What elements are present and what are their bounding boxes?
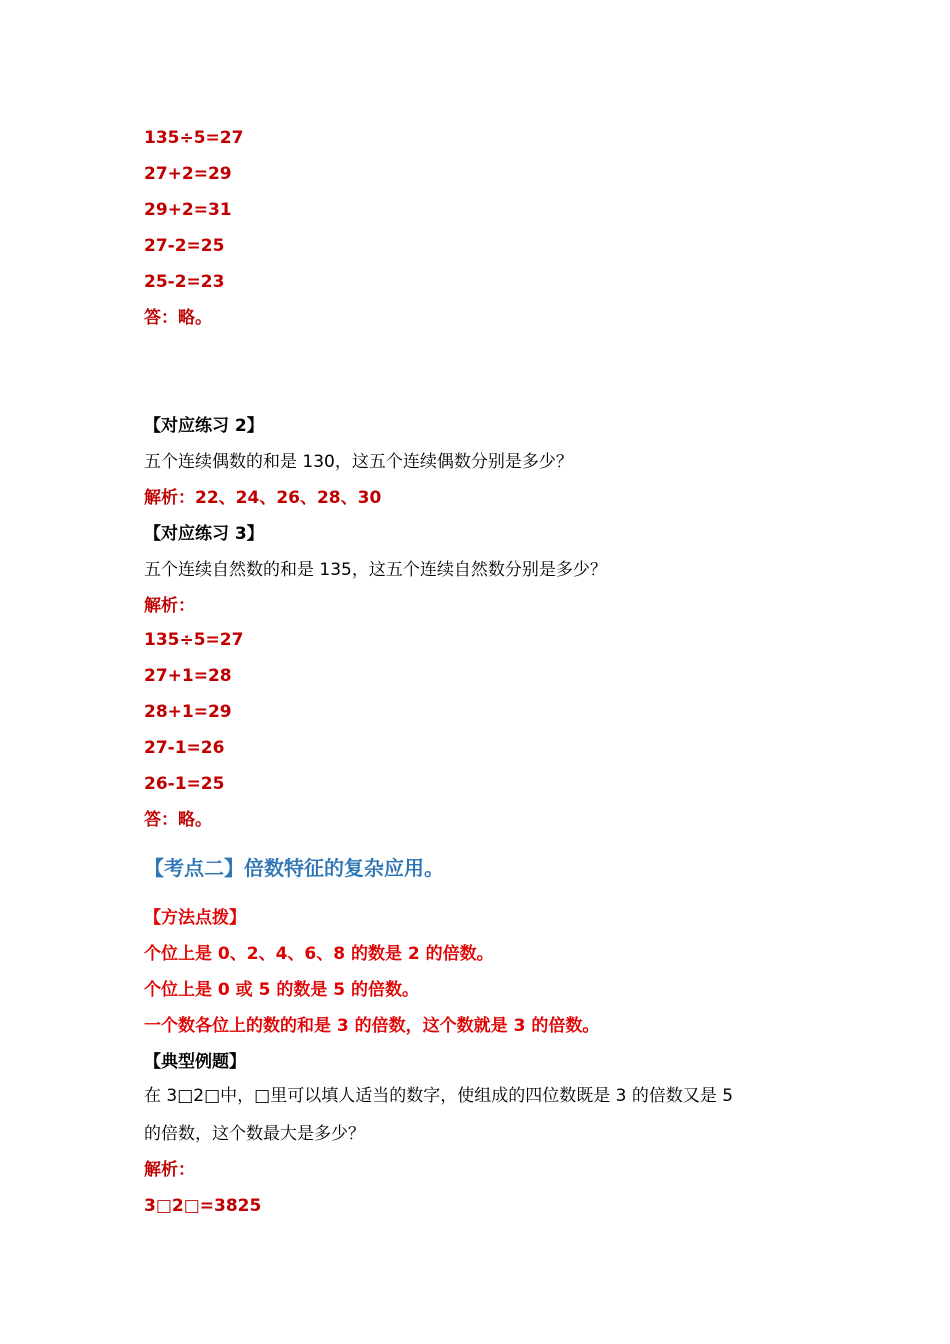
- calc-line: 27-2=25: [144, 236, 225, 256]
- calc-line: 25-2=23: [144, 272, 225, 292]
- method-heading: 【方法点拨】: [144, 908, 246, 928]
- calc-line: 27+2=29: [144, 164, 232, 184]
- answer-line: 答：略。: [144, 810, 212, 830]
- example-question-line-1: 在 3□2□中，□里可以填人适当的数字，使组成的四位数既是 3 的倍数又是 5: [144, 1086, 734, 1106]
- practice-2-answer: 解析：22、24、26、28、30: [144, 488, 382, 508]
- calc-line: 27+1=28: [144, 666, 232, 686]
- practice-2-heading: 【对应练习 2】: [144, 416, 264, 436]
- calc-line: 135÷5=27: [144, 630, 244, 650]
- calc-line: 29+2=31: [144, 200, 232, 220]
- example-analysis-label: 解析：: [144, 1160, 195, 1180]
- example-heading: 【典型例题】: [144, 1052, 246, 1072]
- calc-line: 28+1=29: [144, 702, 232, 722]
- rule-line: 个位上是 0、2、4、6、8 的数是 2 的倍数。: [144, 944, 494, 964]
- calc-line: 27-1=26: [144, 738, 225, 758]
- practice-3-analysis-label: 解析：: [144, 596, 195, 616]
- practice-2-question: 五个连续偶数的和是 130，这五个连续偶数分别是多少？: [144, 452, 573, 472]
- calc-line: 26-1=25: [144, 774, 225, 794]
- rule-line: 个位上是 0 或 5 的数是 5 的倍数。: [144, 980, 419, 1000]
- practice-3-heading: 【对应练习 3】: [144, 524, 264, 544]
- example-question-line-2: 的倍数，这个数最大是多少？: [144, 1124, 365, 1144]
- rule-line: 一个数各位上的数的和是 3 的倍数，这个数就是 3 的倍数。: [144, 1016, 600, 1036]
- example-answer: 3□2□=3825: [144, 1196, 262, 1216]
- section-title: 【考点二】倍数特征的复杂应用。: [144, 856, 444, 880]
- answer-line: 答：略。: [144, 308, 212, 328]
- calc-line: 135÷5=27: [144, 128, 244, 148]
- practice-3-question: 五个连续自然数的和是 135，这五个连续自然数分别是多少？: [144, 560, 607, 580]
